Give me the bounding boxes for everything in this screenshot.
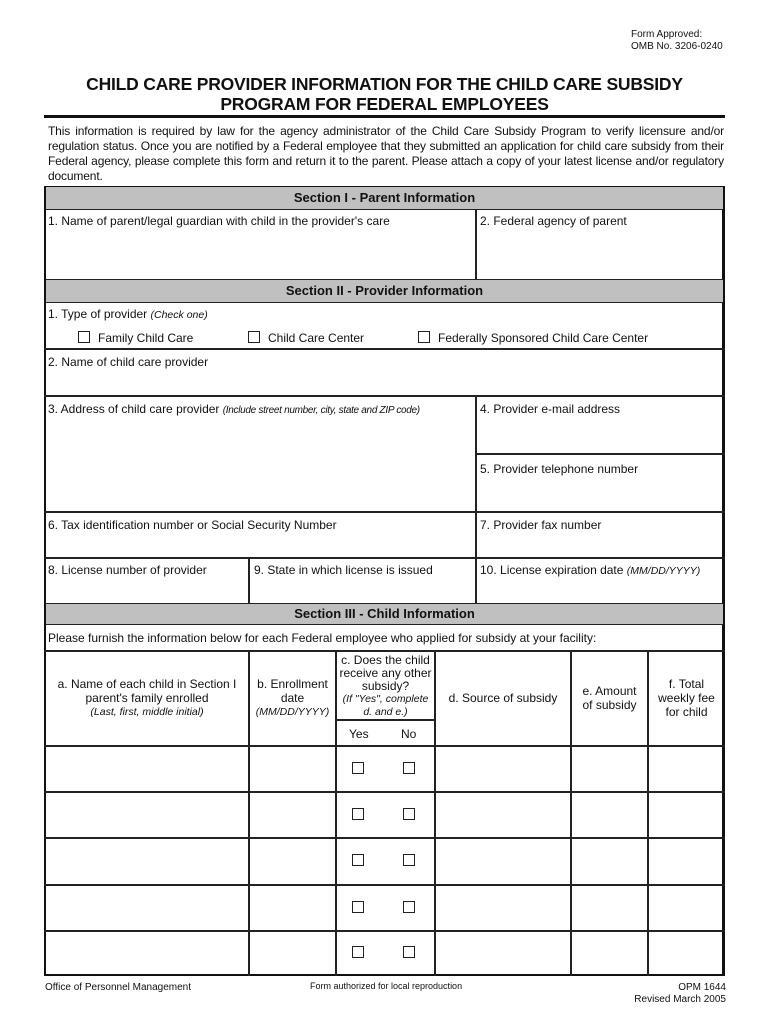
column-header-child-name <box>46 677 248 719</box>
header-text: f. Total <box>668 677 705 691</box>
subsidy-amount-field[interactable] <box>572 793 647 837</box>
header-text: subsidy? <box>361 679 410 693</box>
header-text: of subsidy <box>582 698 637 712</box>
license-expiration-field[interactable] <box>478 579 723 603</box>
section-3-instruction: Please furnish the information below for each Federal employee who applied for subsidy at your facility: <box>48 631 597 645</box>
header-hint: d. and e.) <box>363 706 408 718</box>
license-state-label: 9. State in which license is issued <box>254 563 433 577</box>
subsidy-yes-checkbox[interactable] <box>352 808 364 820</box>
subsidy-yes-checkbox[interactable] <box>352 762 364 774</box>
divider <box>475 395 477 557</box>
license-number-field[interactable] <box>46 579 247 603</box>
subsidy-no-checkbox[interactable] <box>403 946 415 958</box>
provider-type-text: 1. Type of provider <box>48 307 148 321</box>
subsidy-no-checkbox[interactable] <box>403 762 415 774</box>
header-text: a. Name of each child in Section I <box>57 677 237 691</box>
column-header-source: d. Source of subsidy <box>448 691 558 705</box>
child-name-field[interactable] <box>46 793 248 837</box>
enrollment-date-field[interactable] <box>250 932 335 974</box>
enrollment-date-field[interactable] <box>250 747 335 791</box>
column-header-weekly-fee <box>648 677 725 719</box>
child-care-center-checkbox[interactable] <box>248 331 260 343</box>
yes-column-label: Yes <box>349 727 369 741</box>
divider <box>476 453 725 455</box>
provider-fax-field[interactable] <box>478 534 723 556</box>
column-header-amount <box>571 684 648 712</box>
weekly-fee-field[interactable] <box>649 793 723 837</box>
subsidy-source-field[interactable] <box>436 747 570 791</box>
subsidy-no-checkbox[interactable] <box>403 808 415 820</box>
license-state-field[interactable] <box>251 579 474 603</box>
parent-name-label: 1. Name of parent/legal guardian with child in the provider's care <box>48 214 390 228</box>
footer-form-id <box>560 982 726 1006</box>
title-line-2: PROGRAM FOR FEDERAL EMPLOYEES <box>220 94 549 114</box>
federal-agency-field[interactable] <box>478 230 723 278</box>
subsidy-source-field[interactable] <box>436 839 570 883</box>
header-text: for child <box>665 705 708 719</box>
header-text: c. Does the child <box>341 653 430 667</box>
form-number: OPM 1644 <box>678 982 726 993</box>
enrollment-date-field[interactable] <box>250 793 335 837</box>
child-care-center-label: Child Care Center <box>268 331 365 345</box>
divider <box>44 511 725 513</box>
section-3-header: Section III - Child Information <box>46 603 723 625</box>
divider <box>44 395 725 397</box>
weekly-fee-field[interactable] <box>649 747 723 791</box>
weekly-fee-field[interactable] <box>649 886 723 930</box>
federally-sponsored-checkbox[interactable] <box>418 331 430 343</box>
license-expiration-hint: (MM/DD/YYYY) <box>626 565 701 577</box>
provider-address-label <box>48 402 420 418</box>
provider-type-label <box>48 307 208 322</box>
tax-id-field[interactable] <box>46 534 475 556</box>
license-expiration-text: 10. License expiration date <box>480 563 624 577</box>
license-number-label: 8. License number of provider <box>48 563 207 577</box>
omb-number: OMB No. 3206-0240 <box>631 41 723 52</box>
child-name-field[interactable] <box>46 886 248 930</box>
divider <box>475 209 477 280</box>
subsidy-yes-checkbox[interactable] <box>352 946 364 958</box>
provider-email-field[interactable] <box>478 418 723 452</box>
header-hint: (If "Yes", complete <box>342 693 429 705</box>
provider-name-label: 2. Name of child care provider <box>48 355 209 369</box>
weekly-fee-field[interactable] <box>649 932 723 974</box>
provider-address-hint: (Include street number, city, state and ZIP code) <box>222 405 420 416</box>
federally-sponsored-label: Federally Sponsored Child Care Center <box>438 331 649 345</box>
child-name-field[interactable] <box>46 839 248 883</box>
header-hint: (Last, first, middle initial) <box>90 706 204 718</box>
form-approval <box>631 29 723 53</box>
divider <box>44 557 725 559</box>
section-1-header: Section I - Parent Information <box>46 187 723 210</box>
child-name-field[interactable] <box>46 932 248 974</box>
divider <box>248 557 250 604</box>
subsidy-source-field[interactable] <box>436 793 570 837</box>
subsidy-yes-checkbox[interactable] <box>352 901 364 913</box>
subsidy-source-field[interactable] <box>436 932 570 974</box>
yes-no-divider <box>336 719 435 721</box>
provider-type-hint: (Check one) <box>150 309 208 321</box>
subsidy-amount-field[interactable] <box>572 839 647 883</box>
provider-telephone-label: 5. Provider telephone number <box>480 462 639 476</box>
subsidy-no-checkbox[interactable] <box>403 901 415 913</box>
enrollment-date-field[interactable] <box>250 886 335 930</box>
provider-fax-label: 7. Provider fax number <box>480 518 602 532</box>
subsidy-no-checkbox[interactable] <box>403 854 415 866</box>
provider-name-field[interactable] <box>46 370 723 394</box>
federal-agency-label: 2. Federal agency of parent <box>480 214 627 228</box>
provider-telephone-field[interactable] <box>478 478 723 511</box>
divider <box>44 650 725 652</box>
divider <box>44 348 725 350</box>
weekly-fee-field[interactable] <box>649 839 723 883</box>
intro-text: This information is required by law for the agency administrator of the Child Care Subsidy Program to verify licensure and/or regulation status. Once you are notified by a Federal employee that they submitted an application for child care subsidy from their Federal agency, please complete this form and return it to the parent. Please attach a copy of your latest license and/or regulatory document. <box>48 124 724 183</box>
header-text: date <box>280 691 305 705</box>
column-header-other-subsidy <box>336 654 435 719</box>
subsidy-amount-field[interactable] <box>572 932 647 974</box>
footer-agency: Office of Personnel Management <box>45 982 192 993</box>
header-text: parent's family enrolled <box>85 691 209 705</box>
child-name-field[interactable] <box>46 747 248 791</box>
license-expiration-label <box>480 563 700 578</box>
header-hint: (MM/DD/YYYY) <box>255 706 330 718</box>
no-column-label: No <box>401 727 417 741</box>
revision-date: Revised March 2005 <box>634 994 726 1005</box>
title-divider <box>44 115 725 118</box>
parent-name-field[interactable] <box>46 230 475 278</box>
subsidy-amount-field[interactable] <box>572 886 647 930</box>
family-child-care-checkbox[interactable] <box>78 331 90 343</box>
provider-email-label: 4. Provider e-mail address <box>480 402 621 416</box>
header-text: receive any other <box>339 666 432 680</box>
subsidy-yes-checkbox[interactable] <box>352 854 364 866</box>
section-2-header: Section II - Provider Information <box>46 279 723 303</box>
title-line-1: CHILD CARE PROVIDER INFORMATION FOR THE CHILD CARE SUBSIDY <box>86 74 683 94</box>
column-header-enrollment-date <box>249 677 336 719</box>
family-child-care-label: Family Child Care <box>98 331 194 345</box>
header-text: e. Amount <box>582 684 637 698</box>
footer-reproduction-note: Form authorized for local reproduction <box>310 981 463 991</box>
approval-label: Form Approved: <box>631 29 703 40</box>
provider-address-text: 3. Address of child care provider <box>48 402 220 416</box>
header-text: weekly fee <box>658 691 715 705</box>
page-title <box>44 74 725 114</box>
header-text: b. Enrollment <box>257 677 328 691</box>
tax-id-label: 6. Tax identification number or Social Security Number <box>48 518 337 532</box>
enrollment-date-field[interactable] <box>250 839 335 883</box>
subsidy-amount-field[interactable] <box>572 747 647 791</box>
divider <box>475 557 477 604</box>
subsidy-source-field[interactable] <box>436 886 570 930</box>
provider-address-field[interactable] <box>46 418 475 510</box>
